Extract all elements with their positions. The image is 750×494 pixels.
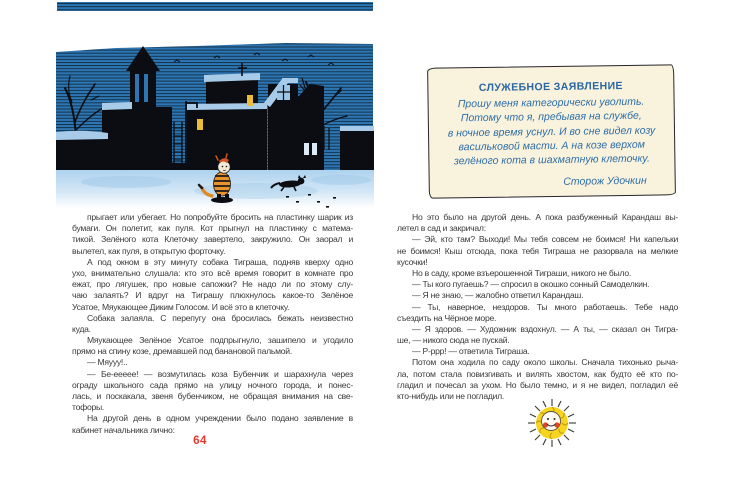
statement-line: Потому что я, пребывая на службе, xyxy=(460,110,642,125)
paragraph xyxy=(72,257,353,313)
text-line: кабинет начальника лично: xyxy=(72,424,175,435)
paragraph xyxy=(72,335,353,357)
paragraph xyxy=(397,268,678,279)
text-line: не боимся! Кыш отсюда, пока тебя Тиграша не разорвала на мелкие xyxy=(397,245,678,256)
statement-signature: Сторож Удочкин xyxy=(563,175,647,189)
text-line: — Р-ррр! — ответила Тиграша. xyxy=(412,346,530,357)
paragraph xyxy=(397,346,678,357)
text-line: — Мяууу!.. xyxy=(87,357,128,368)
text-line: Но в саду, кроме взъерошенной Тиграши, никого не было. xyxy=(412,267,632,278)
text-line: кусочки! xyxy=(397,256,428,267)
paragraph xyxy=(72,357,353,368)
statement-line: Прошу меня категорически уволить. xyxy=(457,95,645,111)
text-line: чаю залаять? И вдруг на Тиграшу плюхнулось какое-то Зелёное xyxy=(72,290,353,301)
paragraph xyxy=(397,279,678,290)
text-line: Но это было на другой день. А пока разбуженный Карандаш вы- xyxy=(412,212,678,222)
paragraph xyxy=(72,313,353,335)
page-number: 64 xyxy=(193,435,207,447)
text-line: кто-нибудь или не погладил. xyxy=(397,391,505,401)
statement-line: зелёного кота в шахматную клеточку. xyxy=(453,152,650,168)
text-line: ограду школьного сада прямо на улицу ночного города, и понес- xyxy=(72,379,353,390)
text-line: бумаги. Он полетит, как пуля. Кот прыгнул на пластинку с матема- xyxy=(72,223,353,234)
text-line: Мяукающее Зелёное Усатое подпрыгнуло, зашипело и угодило xyxy=(87,335,353,346)
statement-body xyxy=(429,94,675,169)
sun-cheek-left xyxy=(543,422,548,427)
text-line: съездить на Чёрное море. xyxy=(397,312,497,323)
text-line: ше, — никого сюда не пускай. xyxy=(397,335,510,346)
text-line: лась, и поскакала, звеня бубенчиком, не обращая внимания на све- xyxy=(72,391,353,401)
text-line: — Я не знаю, — жалобно ответил Карандаш. xyxy=(412,290,584,301)
text-line: — Ты кого пугаешь? — спросил в окошко сонный Самоделкин. xyxy=(412,279,650,290)
statement-line: васильковой масти. А на козе верхом xyxy=(458,138,645,154)
text-line: На другой день в одном учреждении было подано заявление в xyxy=(87,413,353,424)
text-line: прыгает или убегает. Но попробуйте бросить на пластинку шарик из xyxy=(87,212,353,222)
paragraph xyxy=(72,212,353,257)
text-line: — Эй, кто там? Выходи! Мы тебя совсем не боимся! Ни капельки xyxy=(412,234,678,245)
sun-cheek-right xyxy=(554,422,559,427)
paragraph xyxy=(397,290,678,301)
statement-note xyxy=(427,64,676,198)
text-line: — Ты, наверное, нездоров. Ты много работаешь. Тебе надо xyxy=(412,301,678,312)
statement-title: СЛУЖЕБНОЕ ЗАЯВЛЕНИЕ xyxy=(478,79,623,95)
text-line: — Я здоров. — Художник вздохнул. — А ты, — сказал он Тигра- xyxy=(412,323,678,334)
text-line: вылетел, как пуля, в открытую форточку. xyxy=(72,245,226,256)
text-line: тикой. Зелёного кота Клеточку завертело, закружило. Он заорал и xyxy=(72,234,353,245)
paragraph xyxy=(72,413,353,435)
text-line: Усатое, Мяукающее Диким Голосом. И всё это в клеточку. xyxy=(72,301,290,312)
right-page-text xyxy=(397,212,678,402)
text-line: прямо на спину козе, дремавшей под банановой пальмой. xyxy=(72,346,292,357)
paragraph xyxy=(397,302,678,324)
text-line: летел в сад и закричал: xyxy=(397,223,486,234)
text-line: — Бе-еееее! — возмутилась коза Бубенчик и шарахнула через xyxy=(87,368,353,379)
night-city-illustration xyxy=(56,0,374,210)
text-line: гладил и почесал за ухом. Но было темно, и я не видел, погладил её xyxy=(397,379,678,390)
paragraph xyxy=(397,234,678,268)
text-line: Потом она ходила по саду около школы. Сначала тихонько рыча- xyxy=(412,357,678,368)
text-line: ежат, про лягушек, про новые сапожки? Не надо ли по этому слу- xyxy=(72,279,353,290)
smiling-sun-icon xyxy=(524,395,580,451)
text-line: А под окном в эту минуту собака Тиграша, подняв кверху одно xyxy=(87,256,353,267)
left-page-text xyxy=(72,212,353,436)
text-line: Собака залаяла. С перепугу она бросилась бежать неизвестно xyxy=(87,312,353,323)
sky-strip xyxy=(57,2,373,11)
text-line: ла, потом стала повизгивать и вилять хвостом, как будто её кто по- xyxy=(397,368,678,379)
text-line: тофоры. xyxy=(72,402,105,413)
paragraph xyxy=(397,324,678,346)
text-line: ухо, внимательно слушала: кто это всё время говорит в комнате про xyxy=(72,267,353,278)
text-line: куда. xyxy=(72,323,91,334)
paragraph xyxy=(72,369,353,414)
statement-line: в ночное время уснул. И во сне видел козу xyxy=(447,124,656,140)
paragraph xyxy=(397,212,678,234)
